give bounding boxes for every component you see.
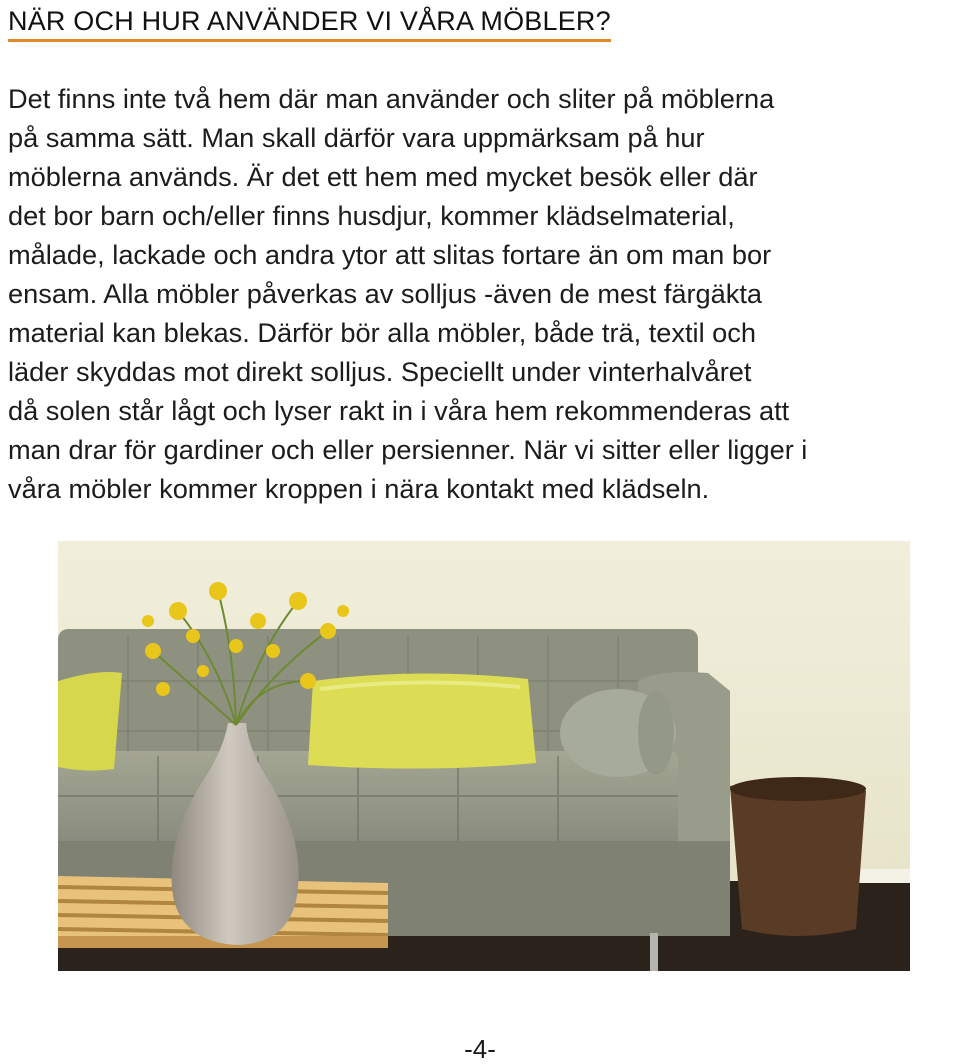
body-line: material kan blekas. Därför bör alla möbler, både trä, textil och [8, 317, 757, 348]
body-line: våra möbler kommer kroppen i nära kontakt med klädseln. [8, 473, 710, 504]
body-line: på samma sätt. Man skall därför vara uppmärksam på hur [8, 122, 705, 153]
heading-underline [8, 4, 611, 42]
body-line: möblerna används. Är det ett hem med mycket besök eller där [8, 161, 758, 192]
page-number: -4- [464, 1034, 496, 1064]
body-paragraph [8, 79, 958, 508]
wooden-bowl-rim [730, 777, 866, 801]
body-line: det bor barn och/eller finns husdjur, kommer klädselmaterial, [8, 200, 735, 231]
body-line: då solen står lågt och lyser rakt in i våra hem rekommenderas att [8, 395, 790, 426]
body-line: man drar för gardiner och eller persienner. När vi sitter eller ligger i [8, 434, 808, 465]
body-line: Det finns inte två hem där man använder och sliter på möblerna [8, 83, 775, 114]
sofa-leg [650, 933, 658, 971]
page-heading: NÄR OCH HUR ANVÄNDER VI VÅRA MÖBLER? [8, 6, 611, 36]
body-line: läder skyddas mot direkt solljus. Speciellt under vinterhalvåret [8, 356, 752, 387]
body-line: ensam. Alla möbler påverkas av solljus -även de mest färgäkta [8, 278, 763, 309]
yellow-cushion-left [58, 672, 122, 771]
wooden-bowl [730, 781, 866, 936]
body-line: målade, lackade och andra ytor att slitas fortare än om man bor [8, 239, 772, 270]
sofa-photo [58, 541, 910, 971]
